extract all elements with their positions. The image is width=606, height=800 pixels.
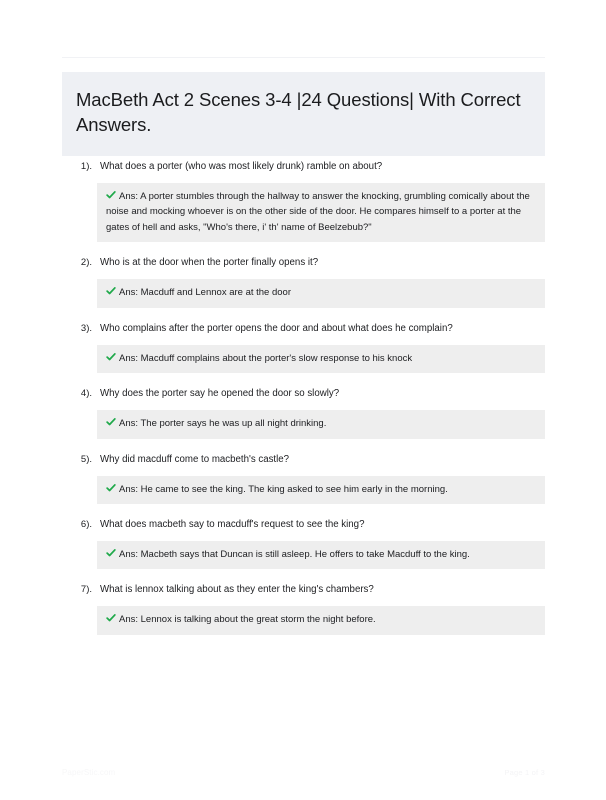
answer-content — [106, 285, 536, 300]
green-check-icon — [106, 190, 116, 200]
question-answer-block — [62, 387, 545, 438]
question-text: What is lennox talking about as they enter the king's chambers? — [100, 584, 374, 596]
answer-text: Ans: Lennox is talking about the great storm the night before. — [119, 614, 376, 626]
green-check-icon — [106, 417, 116, 427]
green-check-icon — [106, 286, 116, 296]
footer-brand-watermark: PaperStic.com — [62, 768, 116, 777]
question-text: What does a porter (who was most likely drunk) ramble on about? — [100, 161, 383, 172]
document-title-banner — [62, 72, 545, 156]
question-number: 5). — [80, 453, 92, 465]
question-row — [62, 387, 545, 401]
question-text: Why does the porter say he opened the door so slowly? — [100, 388, 340, 400]
question-number: 3). — [80, 322, 92, 334]
question-row — [62, 518, 545, 532]
answer-text: Ans: The porter says he was up all night drinking. — [119, 418, 327, 430]
answer-text: Ans: He came to see the king. The king asked to see him early in the morning. — [119, 483, 448, 495]
question-row — [62, 322, 545, 336]
question-answer-list — [62, 160, 545, 649]
answer-text: Ans: Macduff and Lennox are at the door — [119, 287, 291, 299]
answer-box — [97, 183, 545, 242]
question-row — [62, 256, 545, 270]
question-answer-block — [62, 322, 545, 373]
answer-box — [97, 279, 545, 307]
answer-content — [106, 416, 536, 431]
question-number: 7). — [80, 584, 92, 596]
answer-box — [97, 345, 545, 373]
question-row — [62, 583, 545, 597]
green-check-icon — [106, 613, 116, 623]
question-row — [62, 453, 545, 467]
question-number: 4). — [80, 388, 92, 400]
question-text: Who complains after the porter opens the door and about what does he complain? — [100, 322, 453, 334]
green-check-icon — [106, 548, 116, 558]
question-answer-block — [62, 583, 545, 634]
footer-page-number: Page 1 of 3 — [504, 768, 545, 777]
green-check-icon — [106, 483, 116, 493]
green-check-icon — [106, 352, 116, 362]
question-answer-block — [62, 518, 545, 569]
answer-box — [97, 410, 545, 438]
answer-content — [106, 351, 536, 366]
question-number: 2). — [80, 257, 92, 269]
question-number: 1). — [80, 161, 92, 172]
question-answer-block — [62, 160, 545, 242]
answer-content — [106, 612, 536, 627]
header-divider — [62, 57, 545, 58]
answer-content — [106, 547, 536, 562]
answer-box — [97, 476, 545, 504]
question-text: What does macbeth say to macduff's request to see the king? — [100, 518, 365, 530]
question-number: 6). — [80, 518, 92, 530]
page-title: MacBeth Act 2 Scenes 3-4 |24 Questions| With Correct Answers. — [76, 89, 521, 135]
answer-text: Ans: Macbeth says that Duncan is still asleep. He offers to take Macduff to the king. — [119, 549, 470, 560]
question-text: Who is at the door when the porter finally opens it? — [100, 257, 319, 269]
question-answer-block — [62, 453, 545, 504]
question-row — [62, 160, 545, 174]
page-footer — [62, 768, 545, 777]
answer-box — [97, 541, 545, 569]
answer-box — [97, 606, 545, 634]
question-text: Why did macduff come to macbeth's castle? — [100, 453, 290, 465]
answer-content — [106, 189, 536, 235]
answer-text: Ans: A porter stumbles through the hallway to answer the knocking, grumbling comically about the noise and mocking whoever is on the other side of the door. He compares himself to a porter at the gates of hell and asks, "Who's there, i' th' name of Beelzebub?" — [106, 191, 530, 233]
answer-text: Ans: Macduff complains about the porter's slow response to his knock — [119, 352, 413, 364]
question-answer-block — [62, 256, 545, 307]
answer-content — [106, 482, 536, 497]
